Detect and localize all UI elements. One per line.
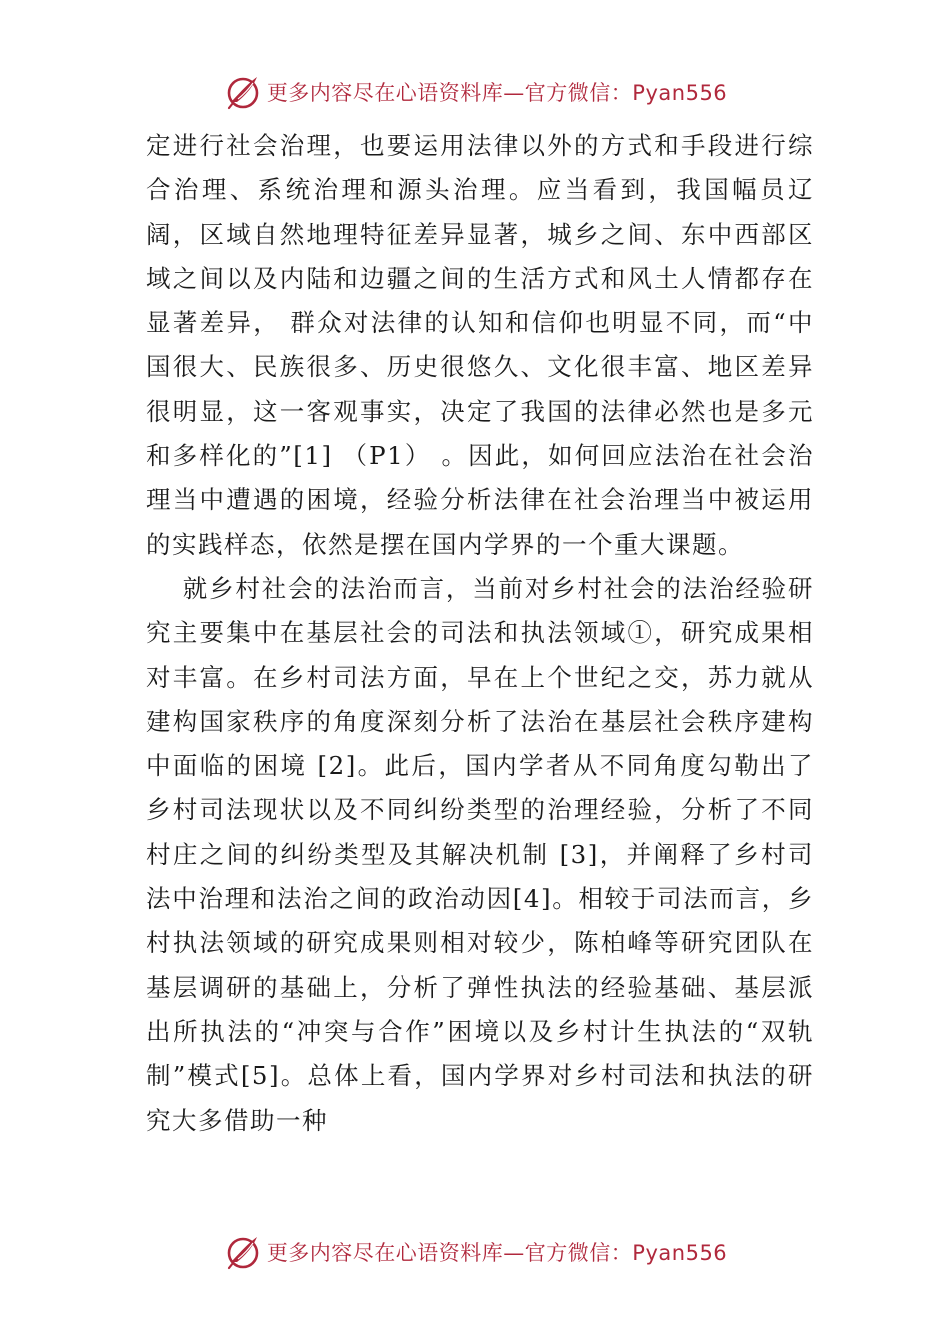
banner-text: 更多内容尽在心语资料库—官方微信：Pyan556: [266, 1241, 728, 1265]
header-banner: [0, 70, 950, 114]
body-paragraph-1: 定进行社会治理，也要运用法律以外的方式和手段进行综合治理、系统治理和源头治理。应当看到，我国幅员辽阔，区域自然地理特征差异显著，城乡之间、东中西部区域之间以及内陆和边疆之间的生活方式和风土人情都存在显著差异， 群众对法律的认知和信仰也明显不同，而“中国很大、民族很多、历史很悠久、文化很丰富、地区差异很明显，这一客观事实，决定了我国的法律必然也是多元和多样化的”[1] （P1） 。因此，如何回应法治在社会治理当中遭遇的困境，经验分析法律在社会治理当中被运用的实践样态，依然是摆在国内学界的一个重大课题。: [146, 131, 814, 559]
banner-text: 更多内容尽在心语资料库—官方微信：Pyan556: [266, 81, 728, 105]
document-body: [146, 124, 814, 1143]
body-paragraph-2: 就乡村社会的法治而言，当前对乡村社会的法治经验研究主要集中在基层社会的司法和执法领域①，研究成果相对丰富。在乡村司法方面，早在上个世纪之交，苏力就从建构国家秩序的角度深刻分析了法治在基层社会秩序建构中面临的困境 [2]。此后，国内学者从不同角度勾勒出了乡村司法现状以及不同纠纷类型的治理经验，分析了不同村庄之间的纠纷类型及其解决机制 [3]，并阐释了乡村司法中治理和法治之间的政治动因[4]。相较于司法而言，乡村执法领域的研究成果则相对较少，陈柏峰等研究团队在基层调研的基础上，分析了弹性执法的经验基础、基层派出所执法的“冲突与合作”困境以及乡村计生执法的“双轨制”模式[5]。总体上看，国内学界对乡村司法和执法的研究大多借助一种: [146, 573, 814, 1135]
footer-banner: [0, 1230, 950, 1274]
feather-quill-logo-icon: [223, 72, 263, 112]
feather-quill-logo-icon: [223, 1232, 263, 1272]
